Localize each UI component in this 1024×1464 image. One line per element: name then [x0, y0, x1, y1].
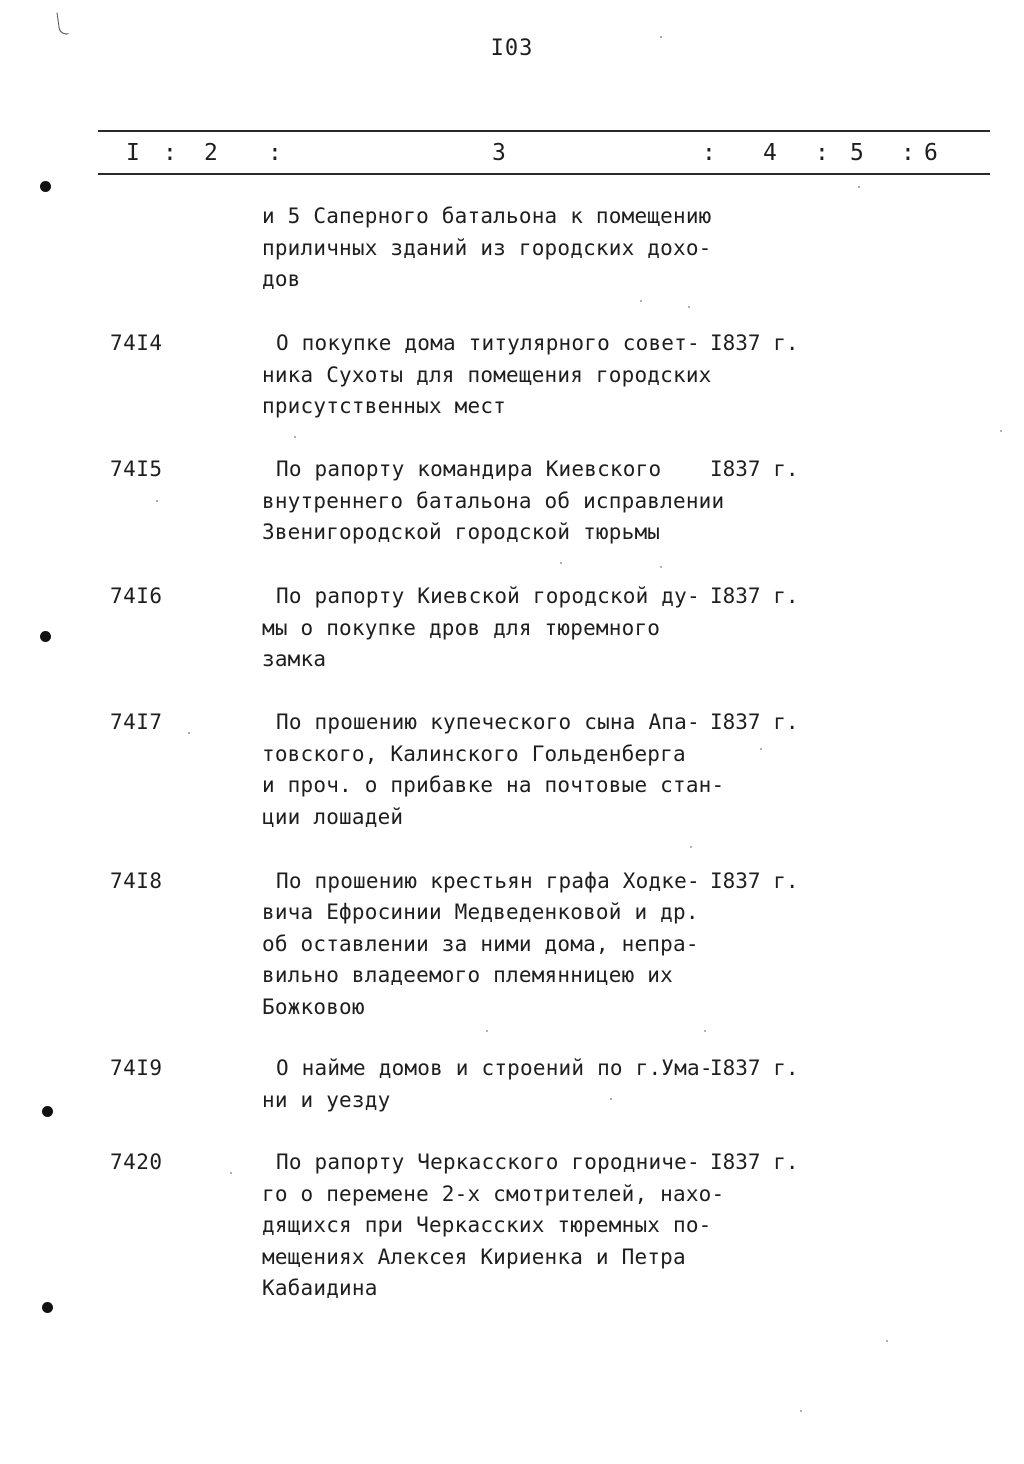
continuation-line: приличных зданий из городских дохо-: [262, 236, 712, 260]
entry-text-line: мещениях Алексея Кириенка и Петра: [262, 1245, 686, 1269]
scan-speck: [886, 1340, 888, 1342]
column-header-5: 5: [850, 140, 864, 166]
entry-year: I837 г.: [710, 1150, 799, 1174]
continuation-line: и 5 Саперного батальона к помещению: [262, 204, 712, 228]
entry-text-line: По рапорту командира Киевского: [276, 457, 662, 481]
entry-number: 74I9: [110, 1056, 163, 1080]
column-header-4: 4: [763, 140, 777, 166]
entry-text-line: вильно владеемого племянницею их: [262, 963, 673, 987]
header-rule-top: [98, 130, 990, 132]
column-header-2: 2: [204, 140, 218, 166]
punch-hole: [42, 1106, 53, 1117]
entry-text-line: замка: [262, 647, 327, 671]
punch-hole: [42, 1302, 53, 1313]
entry-text-line: По рапорту Киевской городской ду-: [276, 584, 700, 608]
page-number: I03: [490, 36, 534, 61]
entry-text-line: внутреннего батальона об исправлении: [262, 489, 725, 513]
entry-text-line: О покупке дома титулярного совет-: [276, 331, 700, 355]
entry-text-line: По прошению крестьян графа Ходке-: [276, 869, 700, 893]
scan-speck: [690, 846, 692, 848]
entry-year: I837 г.: [710, 457, 799, 481]
entry-text-line: Звенигородской городской тюрьмы: [262, 520, 661, 544]
scan-speck: [230, 1172, 232, 1174]
scan-speck: [660, 566, 662, 568]
scan-speck: [858, 186, 860, 188]
column-separator: :: [901, 140, 915, 166]
entry-year: I837 г.: [710, 869, 799, 893]
scan-speck: [688, 306, 690, 308]
scan-speck: [1000, 430, 1002, 432]
entry-text-line: ции лошадей: [262, 805, 404, 829]
punch-hole: [40, 631, 51, 642]
entry-number: 74I7: [110, 710, 163, 734]
entry-year: I837 г.: [710, 1056, 799, 1080]
entry-text-line: го о перемене 2-х смотрителей, нахо-: [262, 1182, 725, 1206]
entry-text-line: присутственных мест: [262, 394, 507, 418]
entry-text-line: мы о покупке дров для тюремного: [262, 616, 661, 640]
entry-text-line: ника Сухоты для помещения городских: [262, 363, 712, 387]
column-header-6: 6: [924, 140, 938, 166]
scan-speck: [640, 300, 642, 302]
header-rule-bottom: [98, 173, 990, 175]
column-header-1: I: [126, 140, 140, 166]
entry-year: I837 г.: [710, 710, 799, 734]
entry-number: 7420: [110, 1150, 163, 1174]
entry-text-line: По рапорту Черкасского городниче-: [276, 1150, 700, 1174]
entry-text-line: По прошению купеческого сына Апа-: [276, 710, 700, 734]
entry-number: 74I5: [110, 457, 163, 481]
entry-text-line: Кабаидина: [262, 1276, 378, 1300]
column-header-3: 3: [492, 140, 506, 166]
entry-text-line: ни и уезду: [262, 1088, 391, 1112]
entry-number: 74I6: [110, 584, 163, 608]
scan-speck: [610, 1098, 612, 1100]
entry-text-line: и проч. о прибавке на почтовые стан-: [262, 773, 725, 797]
column-separator: :: [702, 140, 716, 166]
scan-speck: [760, 748, 762, 750]
entry-text-line: вича Ефросинии Медведенковой и др.: [262, 900, 699, 924]
scan-speck: [486, 1030, 488, 1032]
column-separator: :: [815, 140, 829, 166]
scan-speck: [156, 500, 158, 502]
column-separator: :: [268, 140, 282, 166]
scan-speck: [800, 1410, 802, 1412]
entry-text-line: дящихся при Черкасских тюремных по-: [262, 1213, 712, 1237]
scan-speck: [560, 562, 562, 564]
entry-number: 74I8: [110, 869, 163, 893]
margin-pencil-mark: [56, 11, 68, 35]
column-separator: :: [163, 140, 177, 166]
entry-text-line: Божковою: [262, 995, 365, 1019]
scan-speck: [294, 436, 296, 438]
entry-text-line: об оставлении за ними дома, непра-: [262, 932, 699, 956]
entry-number: 74I4: [110, 331, 163, 355]
entry-year: I837 г.: [710, 331, 799, 355]
scan-speck: [704, 1030, 706, 1032]
continuation-line: дов: [262, 267, 301, 291]
scan-speck: [188, 732, 190, 734]
entry-text-line: О найме домов и строений по г.Ума-: [276, 1056, 713, 1080]
scan-speck: [660, 36, 662, 38]
entry-year: I837 г.: [710, 584, 799, 608]
entry-text-line: товского, Калинского Гольденберга: [262, 742, 686, 766]
punch-hole: [40, 181, 51, 192]
